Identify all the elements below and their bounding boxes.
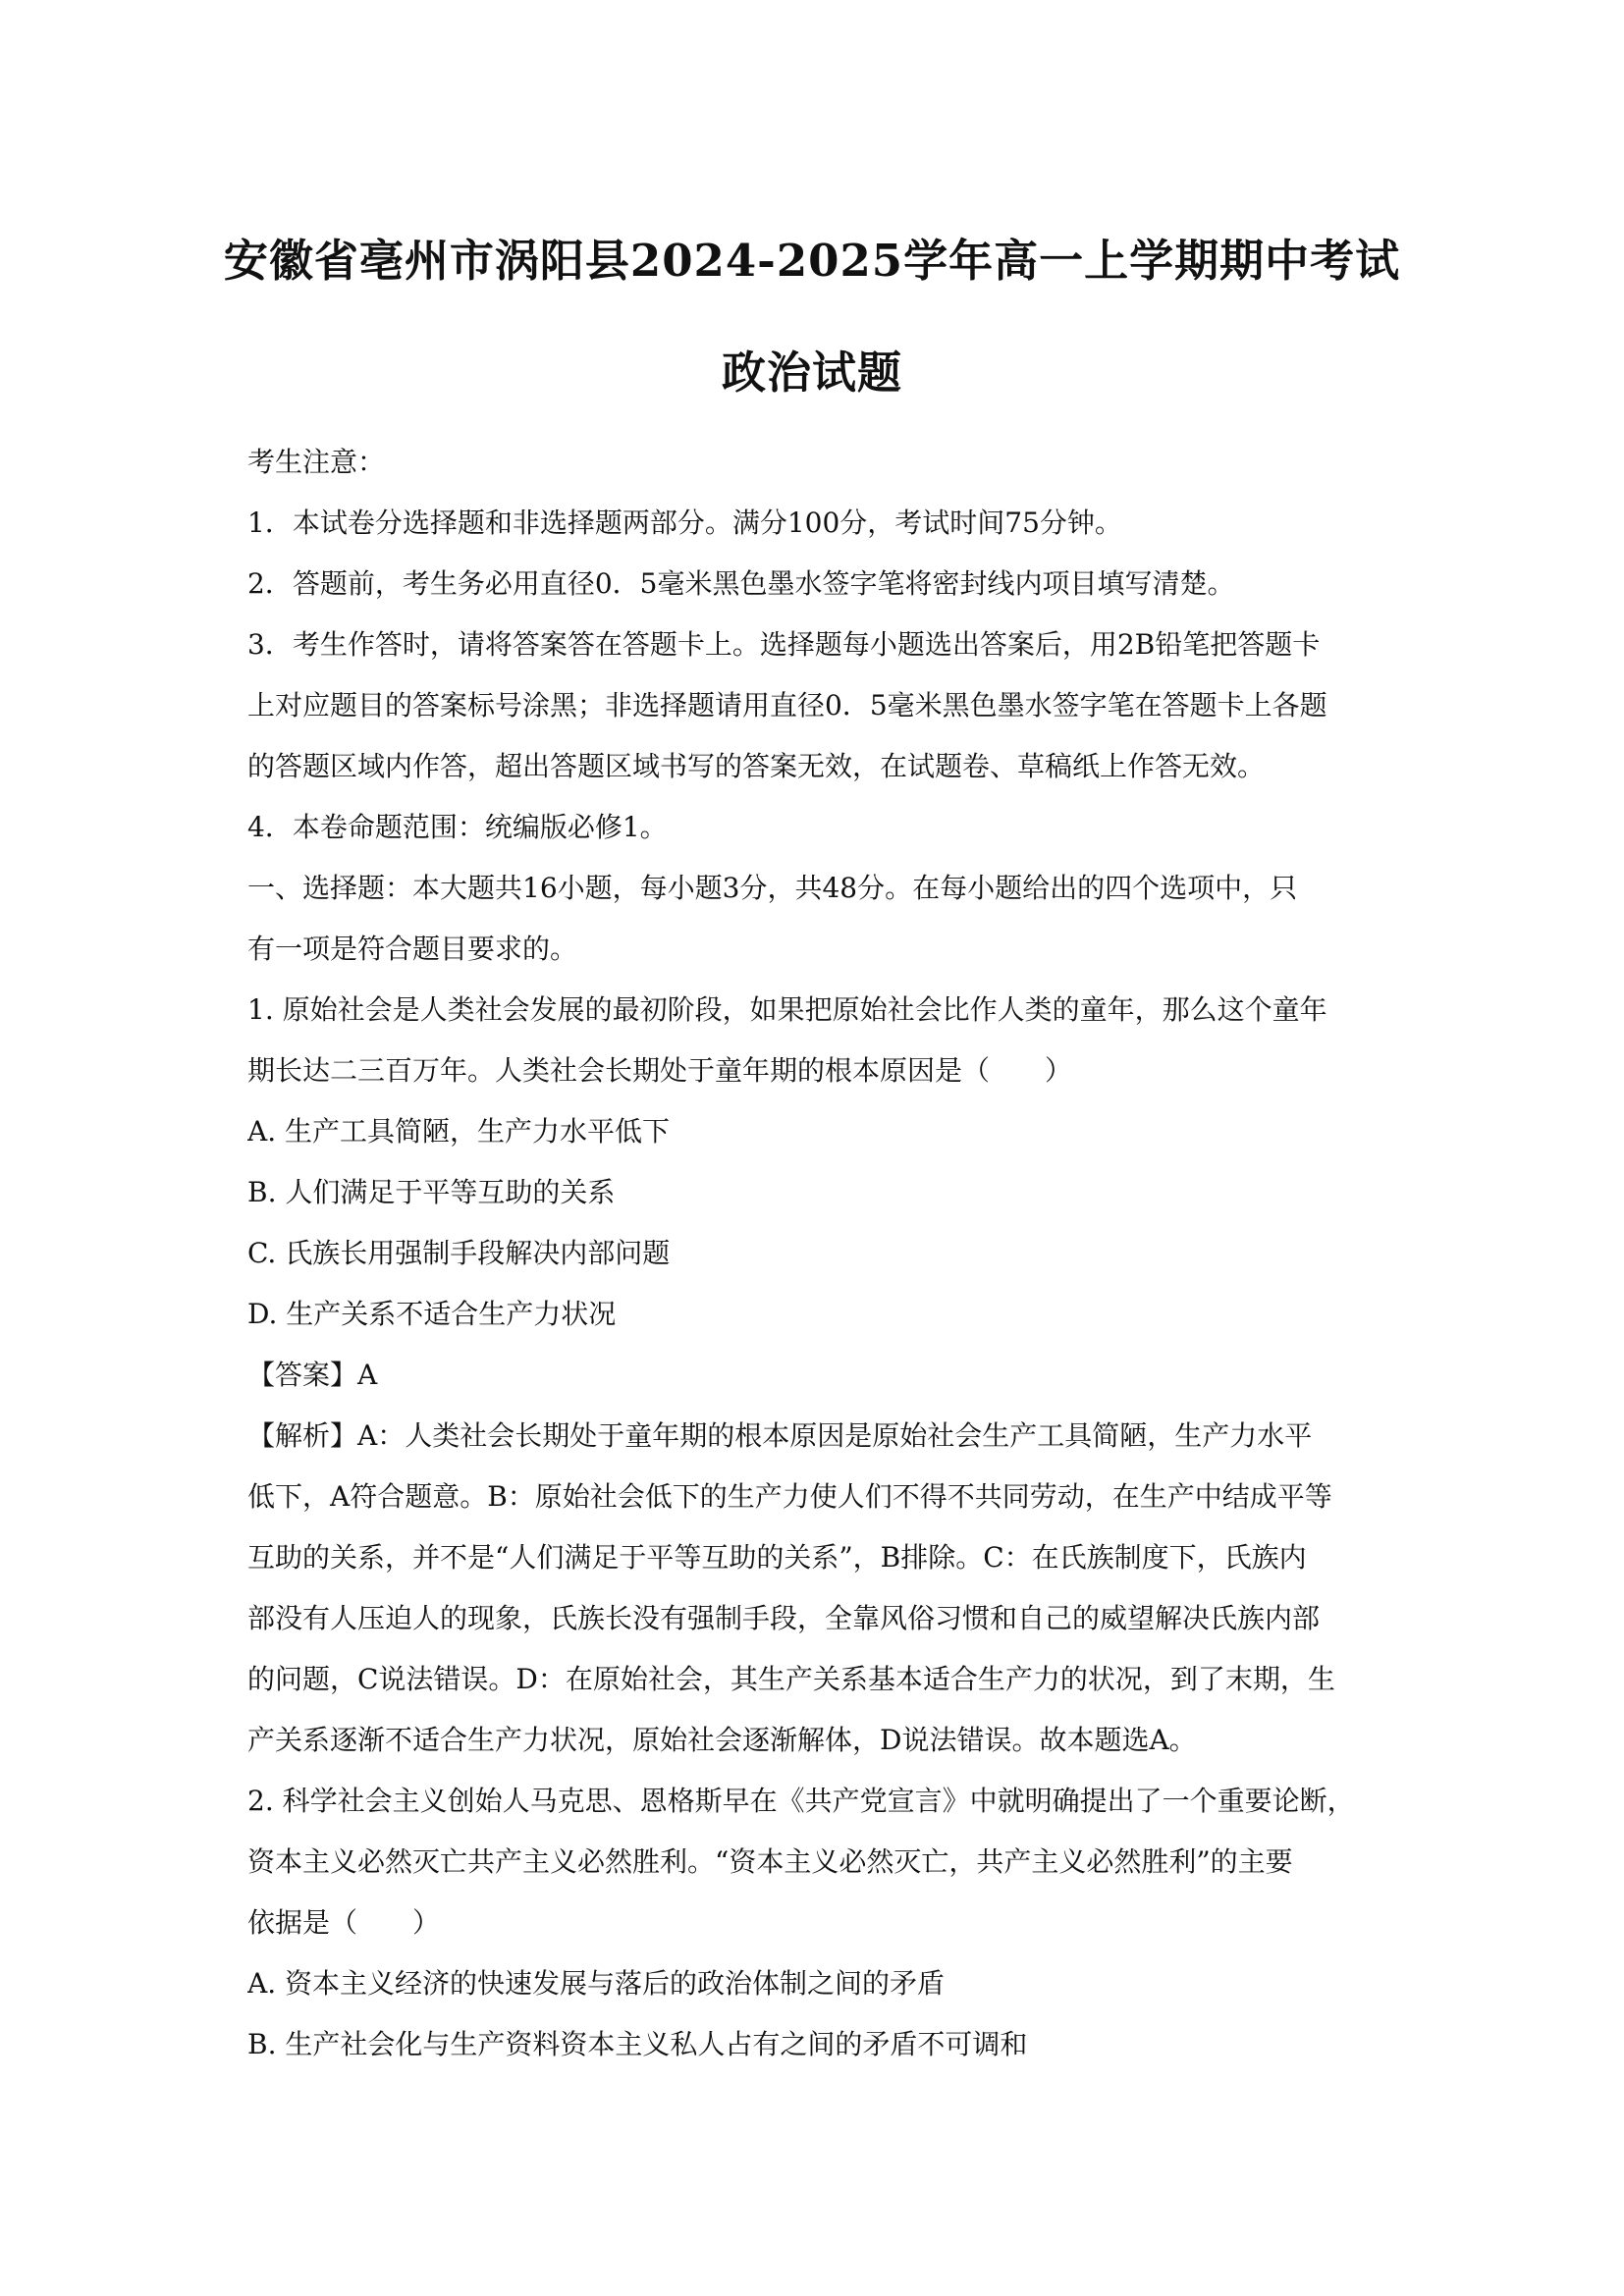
question-2-stem-cont: 依据是（ ） [247,1906,441,1939]
notice-heading: 考生注意： [247,446,386,478]
question-1-option-d: D. 生产关系不适合生产力状况 [247,1298,617,1330]
question-1-analysis-cont: 产关系逐渐不适合生产力状况，原始社会逐渐解体，D说法错误。故本题选A。 [247,1724,1197,1756]
question-1-option-a: A. 生产工具简陋，生产力水平低下 [247,1115,671,1148]
question-1-option-c: C. 氏族长用强制手段解决内部问题 [247,1237,671,1269]
question-1-analysis-cont: 低下，A符合题意。B：原始社会低下的生产力使人们不得不共同劳动，在生产中结成平等 [247,1480,1332,1513]
question-1-analysis-cont: 互助的关系，并不是“人们满足于平等互助的关系”，B排除。C：在氏族制度下，氏族内 [247,1541,1307,1574]
question-1-analysis-cont: 的问题，C说法错误。D：在原始社会，其生产关系基本适合生产力的状况，到了末期，生 [247,1663,1335,1695]
section-heading-cont: 有一项是符合题目要求的。 [247,933,578,965]
document-title: 安徽省亳州市涡阳县2024-2025学年高一上学期期中考试 [223,235,1401,287]
notice-item-1: 1．本试卷分选择题和非选择题两部分。满分100分，考试时间75分钟。 [247,507,1122,539]
document-subtitle: 政治试题 [721,347,902,399]
notice-item-4: 4．本卷命题范围：统编版必修1。 [247,811,668,843]
section-heading: 一、选择题：本大题共16小题，每小题3分，共48分。在每小题给出的四个选项中，只 [247,872,1298,904]
question-1-option-b: B. 人们满足于平等互助的关系 [247,1176,616,1208]
question-1-analysis: 【解析】A：人类社会长期处于童年期的根本原因是原始社会生产工具简陋，生产力水平 [247,1419,1313,1452]
document-body [247,432,1386,2075]
notice-item-3: 3．考生作答时，请将答案答在答题卡上。选择题每小题选出答案后，用2B铅笔把答题卡 [247,628,1321,661]
notice-item-3-cont: 上对应题目的答案标号涂黑；非选择题请用直径0．5毫米黑色墨水签字笔在答题卡上各题 [247,689,1327,721]
question-1-answer: 【答案】A [247,1359,378,1391]
question-1-stem: 1. 原始社会是人类社会发展的最初阶段，如果把原始社会比作人类的童年，那么这个童年 [247,993,1327,1026]
notice-item-3-cont: 的答题区域内作答，超出答题区域书写的答案无效，在试题卷、草稿纸上作答无效。 [247,750,1266,782]
question-2-option-b: B. 生产社会化与生产资料资本主义私人占有之间的矛盾不可调和 [247,2028,1028,2060]
notice-item-2: 2．答题前，考生务必用直径0．5毫米黑色墨水签字笔将密封线内项目填写清楚。 [247,567,1235,600]
question-1-analysis-cont: 部没有人压迫人的现象，氏族长没有强制手段，全靠风俗习惯和自己的威望解决氏族内部 [247,1602,1321,1634]
question-1-stem-cont: 期长达二三百万年。人类社会长期处于童年期的根本原因是（ ） [247,1054,1073,1087]
question-2-stem-cont: 资本主义必然灭亡共产主义必然胜利。“资本主义必然灭亡，共产主义必然胜利”的主要 [247,1845,1293,1878]
question-2-stem: 2. 科学社会主义创始人马克思、恩格斯早在《共产党宣言》中就明确提出了一个重要论断， [247,1785,1355,1817]
question-2-option-a: A. 资本主义经济的快速发展与落后的政治体制之间的矛盾 [247,1967,946,2000]
